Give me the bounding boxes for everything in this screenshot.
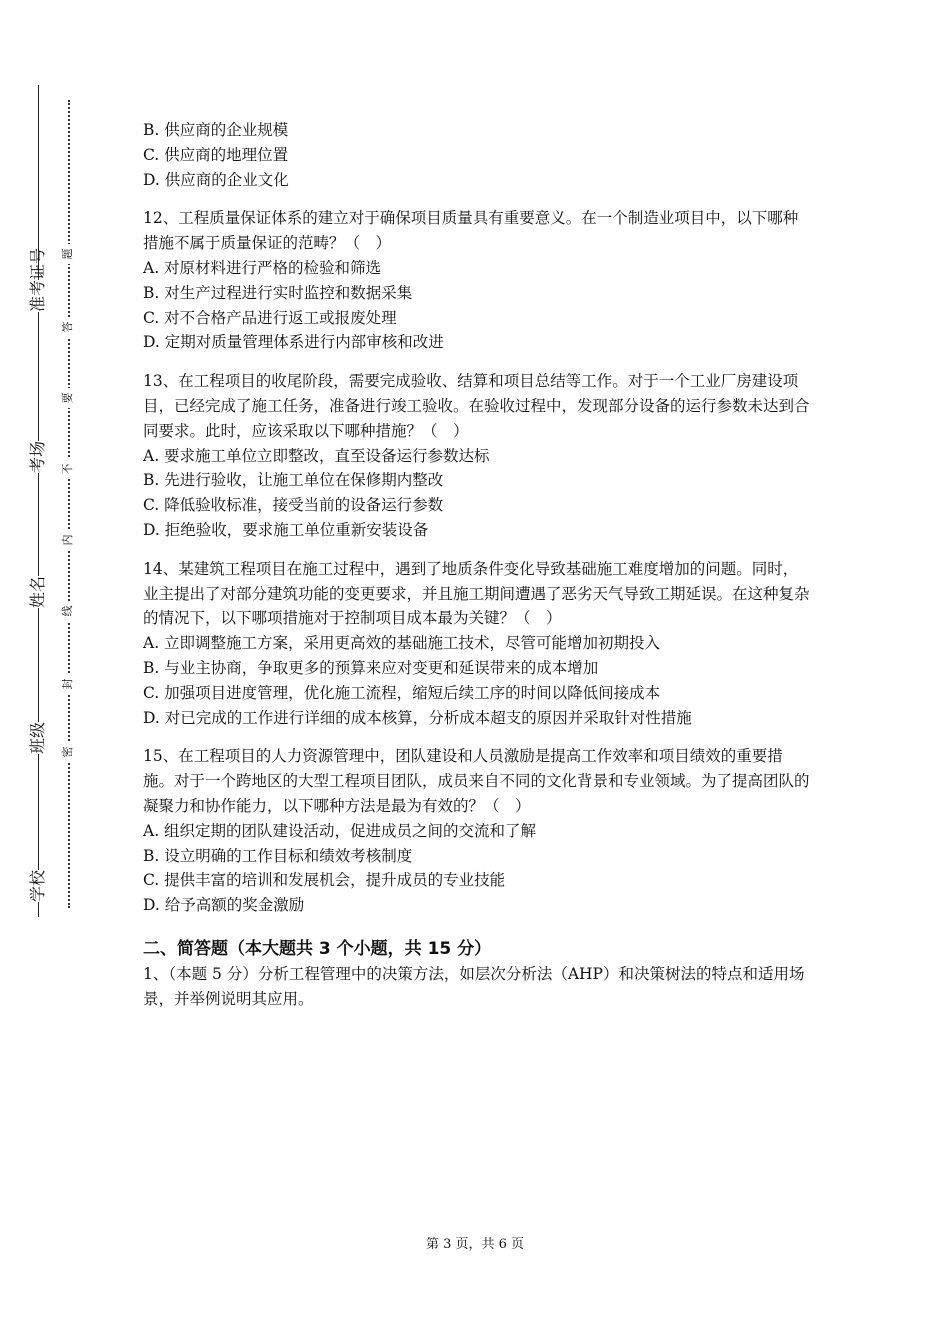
option: C. 对不合格产品进行返工或报废处理 xyxy=(143,308,397,327)
question-15 xyxy=(143,744,811,918)
binding-dotted-line xyxy=(68,100,70,908)
option: B. 先进行验收，让施工单位在保修期内整改 xyxy=(143,471,444,490)
seal-char: 题 xyxy=(61,244,75,264)
exam-content xyxy=(143,118,811,1012)
option: D. 定期对质量管理体系进行内部审核和改进 xyxy=(143,333,444,352)
seal-char: 不 xyxy=(61,459,75,479)
field-name-label: 姓名 xyxy=(28,575,47,608)
option: B. 供应商的企业规模 xyxy=(143,121,289,139)
question-text: 12、工程质量保证体系的建立对于确保项目质量具有重要意义。在一个制造业项目中，以下哪种措施不属于质量保证的范畴？（ ） xyxy=(143,209,799,253)
question-12 xyxy=(143,206,811,355)
question-13 xyxy=(143,369,811,543)
binding-solid-line xyxy=(38,85,39,917)
short-answer-question-1: 1、（本题 5 分）分析工程管理中的决策方法，如层次分析法（AHP）和决策树法的特点和适用场景，并举例说明其应用。 xyxy=(143,964,805,1008)
question-text: 14、某建筑工程项目在施工过程中，遇到了地质条件变化导致基础施工难度增加的问题。同时，业主提出了对部分建筑功能的变更要求，并且施工期间遭遇了恶劣天气导致工期延误。在这种复杂的情况下，以下哪项措施对于控制项目成本最为关键？（ ） xyxy=(143,559,810,628)
option: C. 加强项目进度管理，优化施工流程，缩短后续工序的时间以降低间接成本 xyxy=(143,683,661,702)
question-14 xyxy=(143,557,811,731)
option: D. 拒绝验收，要求施工单位重新安装设备 xyxy=(143,520,429,539)
option: B. 设立明确的工作目标和绩效考核制度 xyxy=(143,846,413,865)
section-title: 二、简答题（本大题共 3 个小题，共 15 分） xyxy=(143,938,492,959)
field-ticket-number-label: 准考证号 xyxy=(28,247,47,312)
option: C. 提供丰富的培训和发展机会，提升成员的专业技能 xyxy=(143,871,506,890)
seal-char: 封 xyxy=(61,674,75,694)
option: A. 组织定期的团队建设活动，促进成员之间的交流和了解 xyxy=(143,821,537,840)
option: A. 立即调整施工方案，采用更高效的基础施工技术，尽管可能增加初期投入 xyxy=(143,634,661,653)
option: B. 与业主协商，争取更多的预算来应对变更和延误带来的成本增加 xyxy=(143,658,599,677)
option: A. 对原材料进行严格的检验和筛选 xyxy=(143,258,382,277)
seal-char: 答 xyxy=(61,317,75,337)
option: D. 供应商的企业文化 xyxy=(143,170,289,189)
option: C. 降低验收标准，接受当前的设备运行参数 xyxy=(143,496,444,515)
option: D. 对已完成的工作进行详细的成本核算，分析成本超支的原因并采取针对性措施 xyxy=(143,708,692,727)
option: D. 给予高额的奖金激励 xyxy=(143,896,305,915)
option: B. 对生产过程进行实时监控和数据采集 xyxy=(143,283,413,302)
field-exam-room-label: 考场 xyxy=(28,440,47,473)
field-class-label: 班级 xyxy=(28,721,47,754)
page-footer: 第 3 页，共 6 页 xyxy=(425,1237,525,1252)
question-text: 13、在工程项目的收尾阶段，需要完成验收、结算和项目总结等工作。对于一个工业厂房建设项目，已经完成了施工任务，准备进行竣工验收。在验收过程中，发现部分设备的运行参数未达到合同要求。此时，应该采取以下哪种措施？（ ） xyxy=(143,372,810,440)
question-text: 15、在工程项目的人力资源管理中，团队建设和人员激励是提高工作效率和项目绩效的重要措施。对于一个跨地区的大型工程项目团队，成员来自不同的文化背景和专业领域。为了提高团队的凝聚力和协作能力，以下哪种方法是最为有效的？（ ） xyxy=(143,747,810,815)
prev-question-options xyxy=(143,118,811,192)
seal-char: 密 xyxy=(61,742,75,762)
seal-char: 要 xyxy=(61,388,75,408)
option: A. 要求施工单位立即整改，直至设备运行参数达标 xyxy=(143,446,490,465)
option: C. 供应商的地理位置 xyxy=(143,145,289,164)
binding-margin xyxy=(0,0,90,1344)
seal-char: 内 xyxy=(61,530,75,550)
seal-char: 线 xyxy=(61,601,75,621)
field-school-label: 学校 xyxy=(28,869,47,902)
